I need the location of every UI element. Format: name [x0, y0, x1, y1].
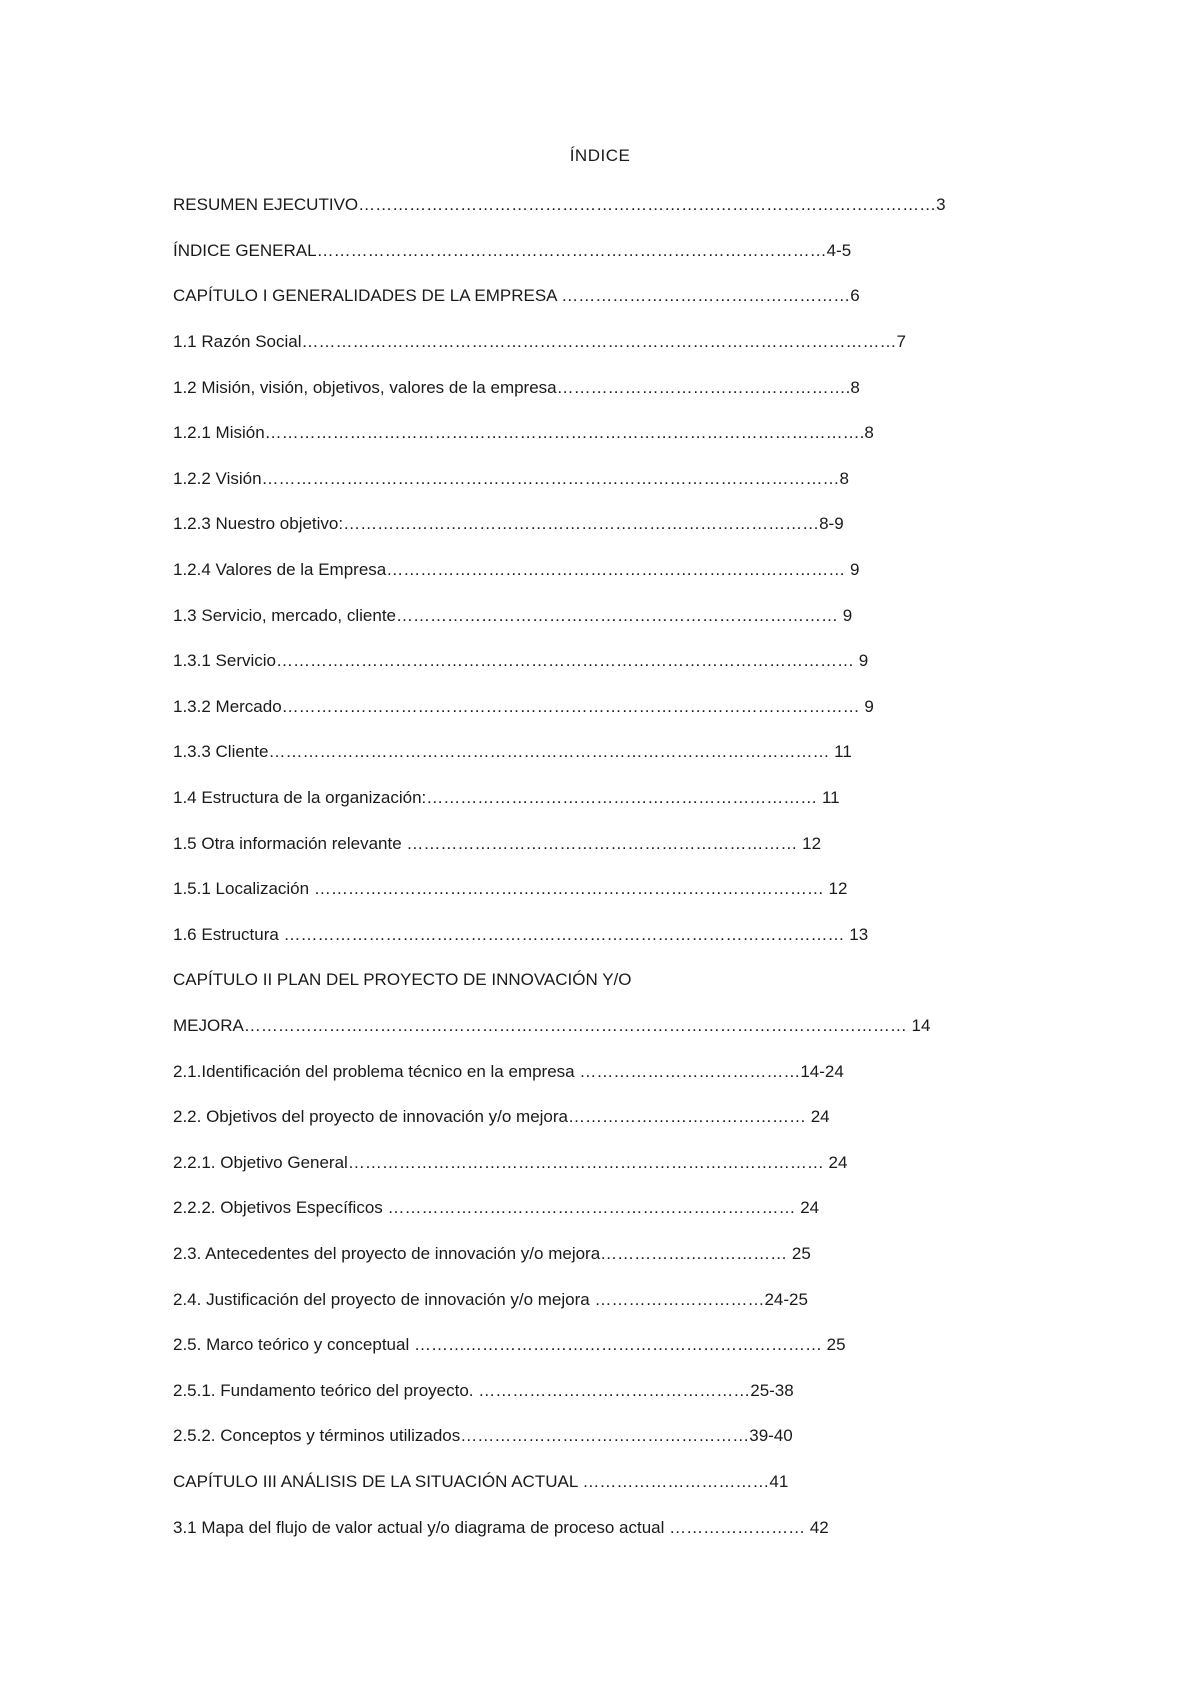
toc-entry-2-5: 2.5. Marco teórico y conceptual ……………………………………………………………… 25 [173, 1335, 846, 1354]
toc-entry-2-4: 2.4. Justificación del proyecto de innovación y/o mejora …………………………24-25 [173, 1290, 808, 1309]
toc-entry-2-2-2: 2.2.2. Objetivos Específicos ……………………………………………………………… 24 [173, 1198, 820, 1217]
toc-entry-1-2-2: 1.2.2 Visión…………………………………………………………………………………………8 [173, 469, 849, 488]
toc-entry-capitulo-2-cont: MEJORA……………………………………………………………………………………………………… 14 [173, 1016, 931, 1035]
toc-entry-3-1: 3.1 Mapa del flujo de valor actual y/o diagrama de proceso actual …………………… 42 [173, 1518, 829, 1537]
toc-entry-1-3-1: 1.3.1 Servicio………………………………………………………………………………………… 9 [173, 651, 869, 670]
toc-entry-1-6: 1.6 Estructura ……………………………………………………………………………………… 13 [173, 925, 869, 944]
toc-entry-capitulo-1: CAPÍTULO I GENERALIDADES DE LA EMPRESA ……………………………………………6 [173, 286, 860, 305]
toc-entry-2-5-2: 2.5.2. Conceptos y términos utilizados……………………………………………39-40 [173, 1426, 793, 1445]
toc-entry-1-3-3: 1.3.3 Cliente……………………………………………………………………………………… 11 [173, 742, 852, 761]
toc-entry-1-5-1: 1.5.1 Localización ……………………………………………………………………………… 12 [173, 879, 848, 898]
toc-entry-resumen-ejecutivo: RESUMEN EJECUTIVO…………………………………………………………………………………………3 [173, 195, 946, 214]
toc-entry-1-2-4: 1.2.4 Valores de la Empresa……………………………………………………………………… 9 [173, 560, 860, 579]
toc-entry-1-2: 1.2 Misión, visión, objetivos, valores de la empresa…………………………………………….8 [173, 378, 860, 397]
toc-entry-2-5-1: 2.5.1. Fundamento teórico del proyecto. …………………………………………25-38 [173, 1381, 794, 1400]
toc-entry-1-4: 1.4 Estructura de la organización:…………………………………………………………… 11 [173, 788, 840, 807]
toc-entry-1-3-2: 1.3.2 Mercado………………………………………………………………………………………… 9 [173, 697, 874, 716]
toc-entry-1-5: 1.5 Otra información relevante …………………………………………………………… 12 [173, 834, 822, 853]
toc-entry-indice-general: ÍNDICE GENERAL………………………………………………………………………………4-5 [173, 241, 852, 260]
toc-entry-1-1: 1.1 Razón Social……………………………………………………………………………………………7 [173, 332, 906, 351]
toc-entry-2-2-1: 2.2.1. Objetivo General………………………………………………………………………… 24 [173, 1153, 848, 1172]
toc-entry-1-2-3: 1.2.3 Nuestro objetivo:…………………………………………………………………………8-9 [173, 514, 844, 533]
page-title: ÍNDICE [569, 146, 631, 165]
toc-entry-2-3: 2.3. Antecedentes del proyecto de innovación y/o mejora…………………………… 25 [173, 1244, 811, 1263]
toc-entry-2-2: 2.2. Objetivos del proyecto de innovación y/o mejora…………………………………… 24 [173, 1107, 830, 1126]
toc-entry-1-2-1: 1.2.1 Misión…………………………………………………………………………………………….8 [173, 423, 874, 442]
toc-entry-2-1: 2.1.Identificación del problema técnico en la empresa …………………………………14-24 [173, 1062, 844, 1081]
toc-entry-capitulo-2: CAPÍTULO II PLAN DEL PROYECTO DE INNOVACIÓN Y/O [173, 970, 632, 989]
toc-entry-1-3: 1.3 Servicio, mercado, cliente…………………………………………………………………… 9 [173, 606, 853, 625]
toc-entry-capitulo-3: CAPÍTULO III ANÁLISIS DE LA SITUACIÓN ACTUAL ……………………………41 [173, 1472, 789, 1491]
